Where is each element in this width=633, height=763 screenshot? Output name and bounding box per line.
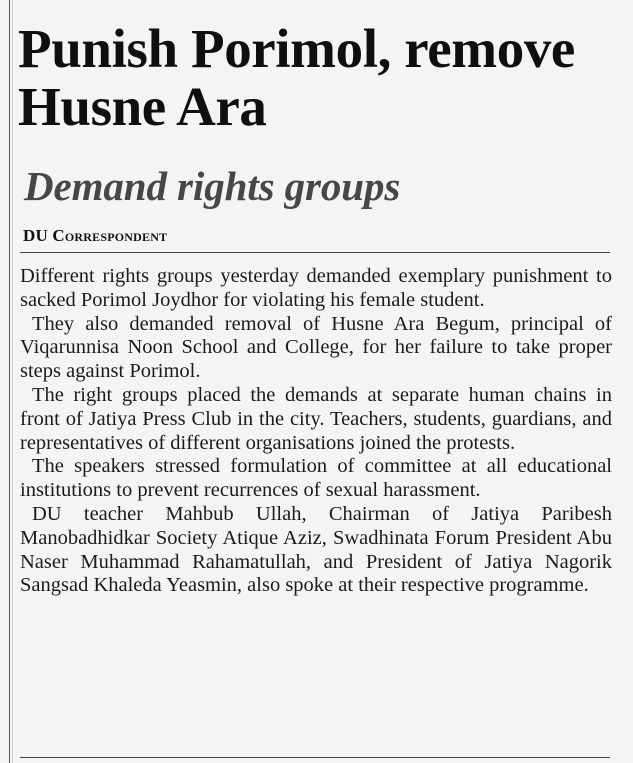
article-body bbox=[20, 265, 612, 598]
article-paragraph-2: They also demanded removal of Husne Ara Begum, principal of Viqarunnisa Noon School and College, for her failure to take proper steps against Porimol. bbox=[20, 312, 612, 383]
article-byline: DU Correspondent bbox=[23, 226, 168, 245]
column-divider-left bbox=[9, 0, 10, 763]
article-kicker: Demand rights groups bbox=[24, 163, 401, 209]
column-divider-shadow bbox=[12, 0, 13, 763]
article-paragraph-4: The speakers stressed formulation of committee at all educational institutions to prevent recurrences of sexual harassment. bbox=[20, 455, 612, 502]
article-paragraph-5: DU teacher Mahbub Ullah, Chairman of Jatiya Paribesh Manobadhidkar Society Atique Aziz, Swadhinata Forum President Abu Naser Muhammad Rahamatullah, and President of Jatiya Nagorik Sangsad Khaleda Yeasmin, also spoke at their respective programme. bbox=[20, 502, 612, 597]
byline-rule bbox=[20, 252, 610, 253]
article-headline: Punish Porimol, remove Husne Ara bbox=[18, 18, 575, 137]
bottom-rule bbox=[20, 757, 610, 758]
article-paragraph-3: The right groups placed the demands at separate human chains in front of Jatiya Press Club in the city. Teachers, students, guardians, and representatives of different organisations joined the protests. bbox=[20, 383, 612, 454]
article-paragraph-1: Different rights groups yesterday demanded exemplary punishment to sacked Porimol Joydhor for violating his female student. bbox=[20, 265, 612, 311]
